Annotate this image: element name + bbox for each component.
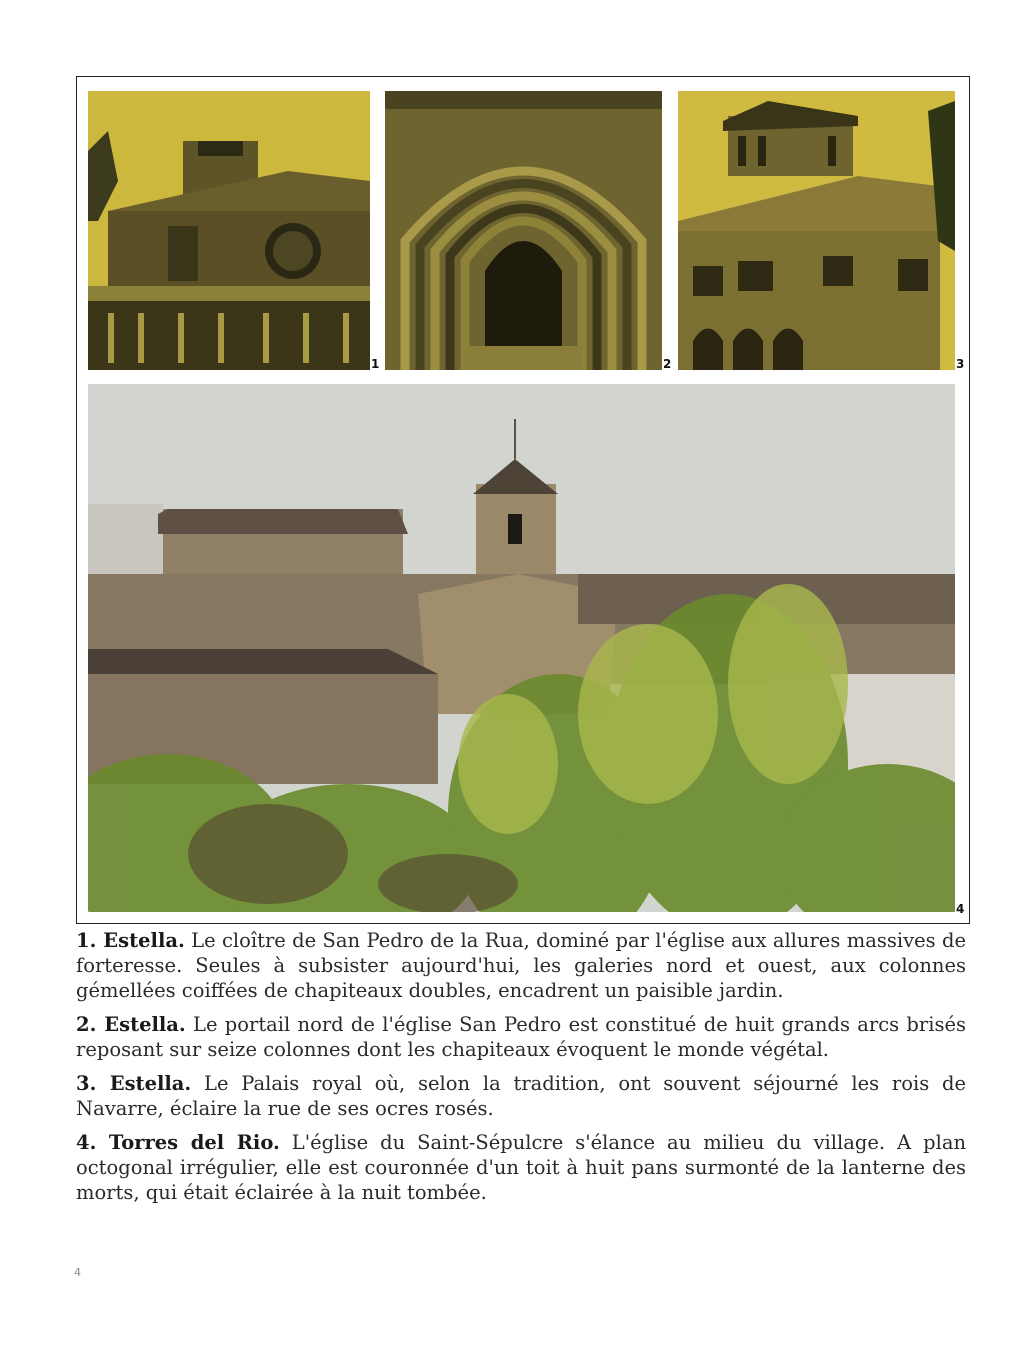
caption-text: Le portail nord de l'église San Pedro est constitué de huit grands arcs brisés reposant sur seize colonnes dont les chapiteaux évoquent le monde végétal. [76, 1013, 967, 1061]
caption-2 [76, 1012, 966, 1062]
photo-1-cloister [88, 91, 370, 370]
caption-4 [76, 1130, 966, 1205]
caption-3 [76, 1071, 966, 1121]
figure-number-1: 1 [371, 357, 380, 371]
caption-label: 1. Estella. [76, 929, 185, 952]
caption-label: 3. Estella. [76, 1072, 192, 1095]
caption-label: 4. Torres del Rio. [76, 1131, 280, 1154]
page-number: 4 [74, 1266, 81, 1279]
figure-number-2: 2 [663, 357, 672, 371]
caption-label: 2. Estella. [76, 1013, 186, 1036]
photo-3-palace [678, 91, 955, 370]
caption-text: Le cloître de San Pedro de la Rua, dominé par l'église aux allures massives de forteresse. Seules à subsister aujourd'hui, les galeries nord et ouest, aux colonnes gémellées coiffées de chapiteaux doubles, encadrent un paisible jardin. [76, 929, 967, 1002]
caption-text: Le Palais royal où, selon la tradition, ont souvent séjourné les rois de Navarre, éclaire la rue de ses ocres rosés. [76, 1072, 967, 1120]
caption-text: L'église du Saint-Sépulcre s'élance au milieu du village. A plan octogonal irrégulier, elle est couronnée d'un toit à huit pans surmonté de la lanterne des morts, qui était éclairée à la nuit tombée. [76, 1131, 966, 1204]
caption-1 [76, 928, 966, 1003]
figure-number-3: 3 [956, 357, 965, 371]
figure-number-4: 4 [956, 902, 965, 916]
captions [76, 928, 966, 1214]
photo-4-village [88, 384, 955, 912]
photo-2-portal [385, 91, 662, 370]
